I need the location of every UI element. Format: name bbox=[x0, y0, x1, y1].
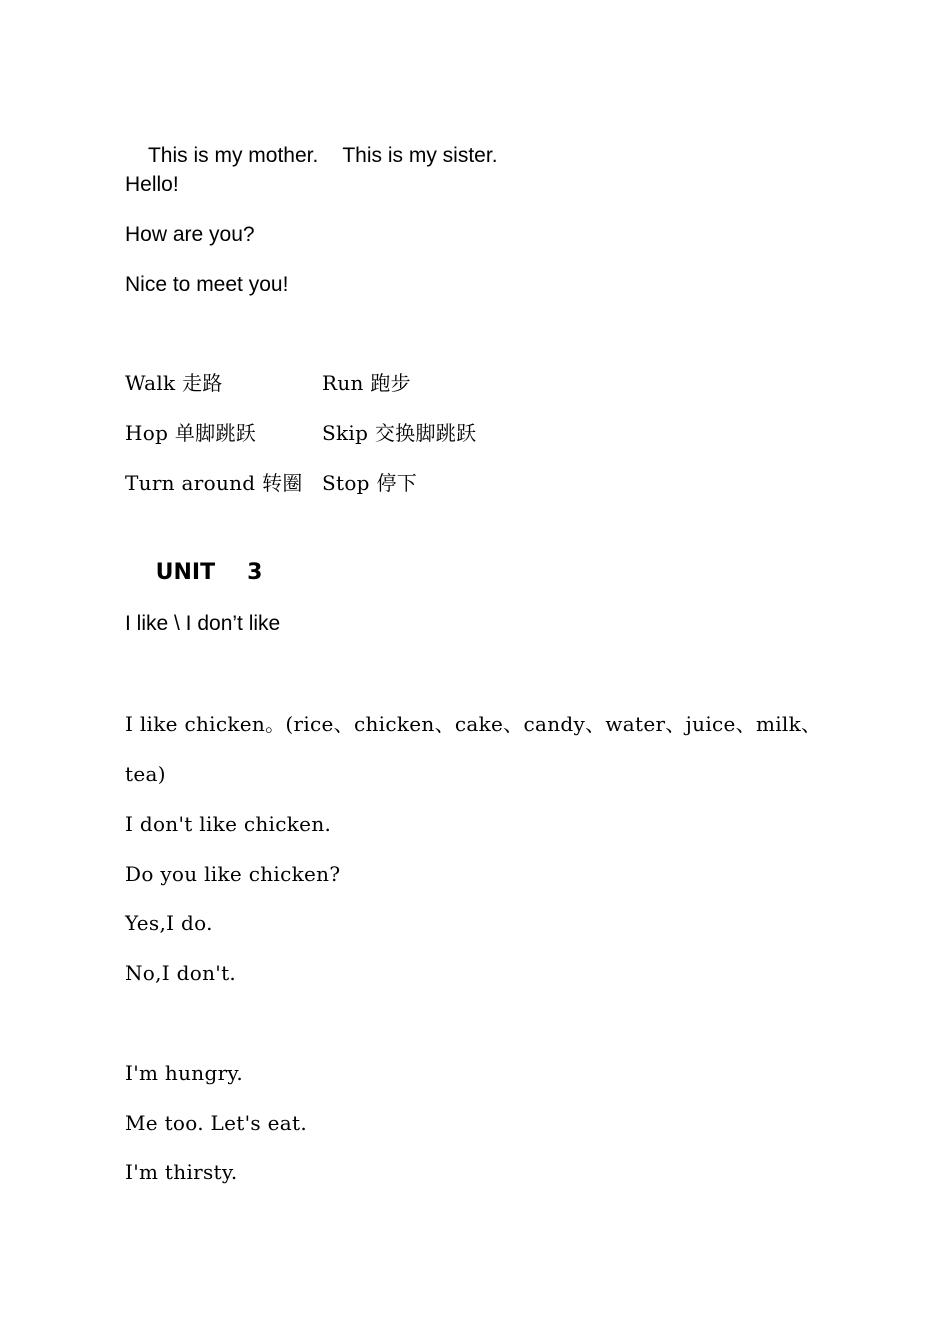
intro-mother-text: This is my mother. bbox=[147, 144, 319, 167]
food-line-4: Do you like chicken? bbox=[125, 862, 341, 886]
food-line-2: tea) bbox=[125, 762, 166, 786]
food-line-1: I like chicken。(rice、chicken、cake、candy、water、juice、milk、 bbox=[125, 712, 822, 736]
action-row-3-right: Stop 停下 bbox=[322, 471, 418, 495]
hungry-line-3: I'm thirsty. bbox=[125, 1160, 238, 1184]
unit-subtitle: I like \ I don’t like bbox=[125, 612, 281, 635]
action-row-1-left: Walk 走路 bbox=[125, 371, 223, 395]
food-line-3: I don't like chicken. bbox=[125, 812, 332, 836]
intro-hello: Hello! bbox=[125, 173, 179, 196]
action-row-3-left: Turn around 转圈 bbox=[125, 471, 303, 495]
hungry-line-2: Me too. Let's eat. bbox=[125, 1111, 307, 1135]
intro-line-1 bbox=[125, 124, 498, 187]
action-row-2-right: Skip 交换脚跳跃 bbox=[322, 421, 477, 445]
intro-nice-to-meet: Nice to meet you! bbox=[125, 273, 289, 296]
action-row-2-left: Hop 单脚跳跃 bbox=[125, 421, 257, 445]
intro-sister-text: This is my sister. bbox=[342, 144, 498, 167]
action-row-1-right: Run 跑步 bbox=[322, 371, 411, 395]
unit-heading-number: 3 bbox=[247, 560, 263, 585]
hungry-line-1: I'm hungry. bbox=[125, 1061, 244, 1085]
food-line-6: No,I don't. bbox=[125, 961, 237, 985]
food-line-5: Yes,I do. bbox=[125, 911, 213, 935]
unit-heading-word: UNIT bbox=[155, 560, 216, 585]
unit-heading bbox=[125, 540, 262, 606]
intro-how-are-you: How are you? bbox=[125, 223, 255, 246]
